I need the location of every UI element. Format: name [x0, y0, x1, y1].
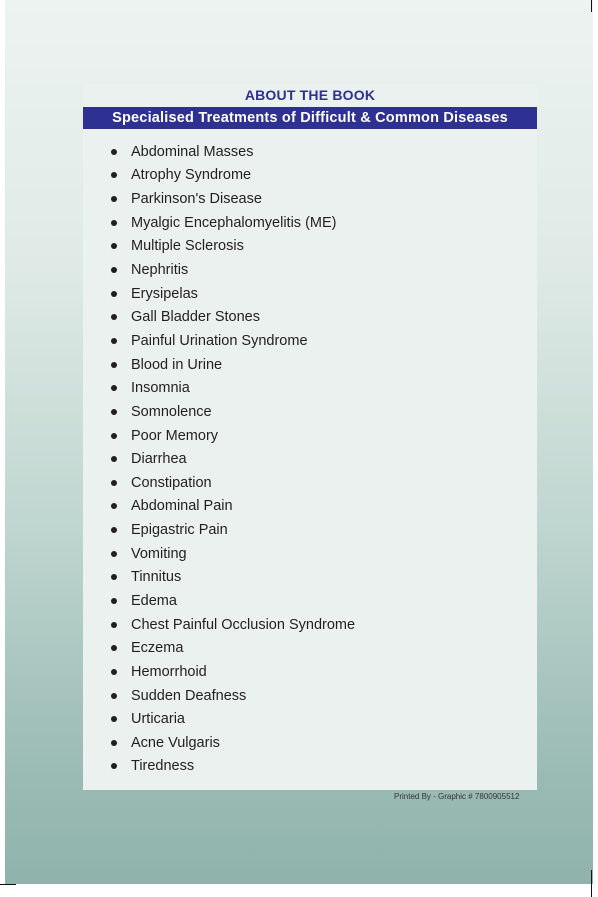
- disease-name: Atrophy Syndrome: [131, 167, 252, 184]
- bullet-icon: [111, 385, 117, 391]
- bullet-icon: [111, 196, 117, 202]
- list-item: [83, 447, 355, 471]
- list-item: [83, 305, 355, 329]
- list-item: [83, 235, 355, 259]
- disease-name: Nephritis: [131, 262, 189, 279]
- list-item: [83, 542, 355, 566]
- bullet-icon: [111, 314, 117, 320]
- bullet-icon: [111, 598, 117, 604]
- bullet-icon: [111, 291, 117, 297]
- disease-name: Erysipelas: [131, 285, 198, 302]
- list-item: [83, 282, 355, 306]
- bullet-icon: [111, 172, 117, 178]
- list-item: [83, 518, 355, 542]
- list-item: [83, 164, 355, 188]
- disease-name: Chest Painful Occlusion Syndrome: [131, 616, 356, 633]
- list-item: [83, 636, 355, 660]
- list-item: [83, 140, 355, 164]
- disease-name: Insomnia: [131, 380, 190, 397]
- disease-name: Constipation: [131, 474, 212, 491]
- crop-mark-bottom-right: [591, 870, 592, 897]
- list-item: [83, 707, 355, 731]
- bullet-icon: [111, 503, 117, 509]
- list-item: [83, 684, 355, 708]
- disease-name: Painful Urination Syndrome: [131, 332, 308, 349]
- bullet-icon: [111, 763, 117, 769]
- disease-name: Vomiting: [131, 545, 187, 562]
- crop-mark-top-right: [591, 0, 592, 12]
- list-item: [83, 211, 355, 235]
- disease-name: Tinnitus: [131, 569, 182, 586]
- printer-credit: Printed By - Graphic # 7800905512: [394, 792, 520, 801]
- disease-name: Poor Memory: [131, 427, 219, 444]
- disease-name: Blood in Urine: [131, 356, 223, 373]
- section-heading: ABOUT THE BOOK: [244, 87, 376, 103]
- bullet-icon: [111, 267, 117, 273]
- list-item: [83, 589, 355, 613]
- bullet-icon: [111, 551, 117, 557]
- title-banner: Specialised Treatments of Difficult & Common Diseases: [83, 107, 537, 129]
- disease-name: Somnolence: [131, 403, 212, 420]
- bullet-icon: [111, 527, 117, 533]
- crop-mark-bottom-left: [0, 884, 16, 885]
- bullet-icon: [111, 243, 117, 249]
- bullet-icon: [111, 433, 117, 439]
- list-item: [83, 731, 355, 755]
- disease-name: Epigastric Pain: [131, 522, 228, 539]
- disease-name: Eczema: [131, 640, 184, 657]
- list-item: [83, 566, 355, 590]
- bullet-icon: [111, 740, 117, 746]
- bullet-icon: [111, 645, 117, 651]
- list-item: [83, 400, 355, 424]
- list-item: [83, 353, 355, 377]
- disease-name: Urticaria: [131, 711, 185, 728]
- disease-name: Gall Bladder Stones: [131, 309, 260, 326]
- list-item: [83, 471, 355, 495]
- bullet-icon: [111, 716, 117, 722]
- bullet-icon: [111, 220, 117, 226]
- about-book-panel: [83, 84, 537, 790]
- list-item: [83, 258, 355, 282]
- disease-name: Edema: [131, 592, 177, 609]
- list-item: [83, 495, 355, 519]
- bullet-icon: [111, 409, 117, 415]
- disease-name: Abdominal Pain: [131, 498, 233, 515]
- list-item: [83, 187, 355, 211]
- disease-name: Abdominal Masses: [131, 143, 254, 160]
- list-item: [83, 329, 355, 353]
- list-item: [83, 755, 355, 779]
- list-item: [83, 613, 355, 637]
- bullet-icon: [111, 480, 117, 486]
- disease-list: [83, 140, 355, 778]
- bullet-icon: [111, 362, 117, 368]
- bullet-icon: [111, 622, 117, 628]
- bullet-icon: [111, 149, 117, 155]
- list-item: [83, 424, 355, 448]
- bullet-icon: [111, 456, 117, 462]
- disease-name: Tiredness: [131, 758, 195, 775]
- disease-name: Sudden Deafness: [131, 687, 247, 704]
- bullet-icon: [111, 693, 117, 699]
- bullet-icon: [111, 574, 117, 580]
- bullet-icon: [111, 338, 117, 344]
- disease-name: Parkinson's Disease: [131, 191, 262, 208]
- disease-name: Multiple Sclerosis: [131, 238, 244, 255]
- disease-name: Myalgic Encephalomyelitis (ME): [131, 214, 337, 231]
- list-item: [83, 660, 355, 684]
- disease-name: Acne Vulgaris: [131, 734, 220, 751]
- disease-name: Hemorrhoid: [131, 663, 207, 680]
- list-item: [83, 376, 355, 400]
- disease-name: Diarrhea: [131, 451, 187, 468]
- bullet-icon: [111, 669, 117, 675]
